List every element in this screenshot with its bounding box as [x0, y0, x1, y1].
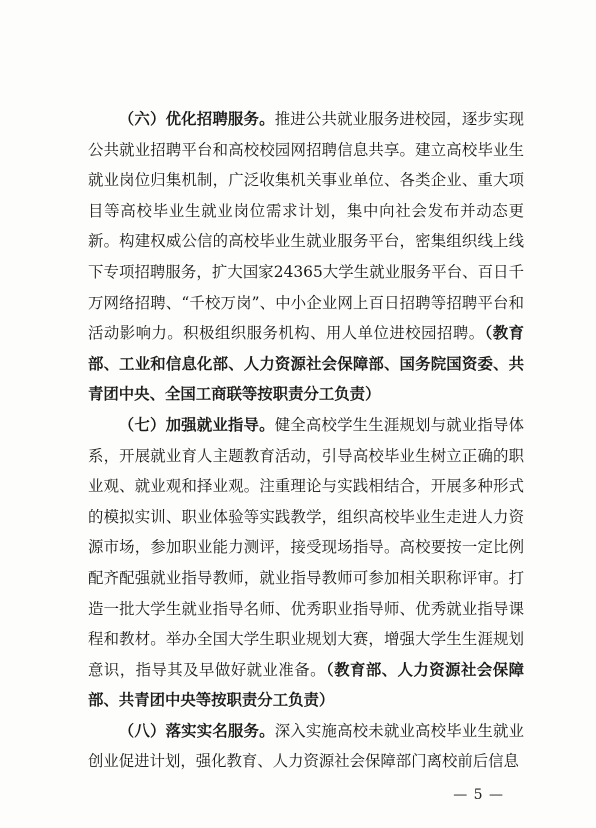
paragraph-heading: （七）加强就业指导。	[118, 415, 275, 434]
paragraph-text: 推进公共就业服务进校园，逐步实现公共就业招聘平台和高校校园网招聘信息共享。建立高校毕业生就业岗位归集机制，广泛收集机关事业单位、各类企业、重大项目等高校毕业生就业岗位需求计划，集中向社会发布并动态更新。构建权威公信的高校毕业生就业服务平台，密集组织线上线下专项招聘服务，扩大国家24365大学生就业服务平台、百日千万网络招聘、“千校万岗”、中小企业网上百日招聘等招聘平台和活动影响力。积极组织服务机构、用人单位进校园招聘。	[88, 110, 524, 343]
page-number: — 5 —	[453, 787, 504, 803]
responsibility-note: （教育部、工业和信息化部、人力资源社会保障部、国务院国资委、共青团中央、全国工商联等按职责分工负责）	[88, 324, 524, 404]
paragraph-employment-guidance	[88, 410, 524, 716]
paragraph-heading: （八）落实实名服务。	[118, 721, 275, 740]
paragraph-heading: （六）优化招聘服务。	[118, 110, 275, 128]
paragraph-real-name-services	[88, 716, 524, 777]
paragraph-recruitment-services	[88, 104, 524, 410]
document-body	[88, 104, 524, 777]
responsibility-note: （教育部、人力资源社会保障部、共青团中央等按职责分工负责）	[88, 660, 524, 710]
paragraph-text: 健全高校学生生涯规划与就业指导体系，开展就业育人主题教育活动，引导高校毕业生树立正确的职业观、就业观和择业观。注重理论与实践相结合，开展多种形式的模拟实训、职业体验等实践教学，组织高校毕业生走进人力资源市场，参加职业能力测评，接受现场指导。高校要按一定比例配齐配强就业指导教师，就业指导教师可参加相关职称评审。打造一批大学生就业指导名师、优秀职业指导师、优秀就业指导课程和教材。举办全国大学生职业规划大赛，增强大学生生涯规划意识，指导其及早做好就业准备。	[88, 415, 524, 679]
paragraph-text: 深入实施高校未就业高校毕业生就业创业促进计划，强化教育、人力资源社会保障部门离校前后信息	[88, 721, 524, 771]
